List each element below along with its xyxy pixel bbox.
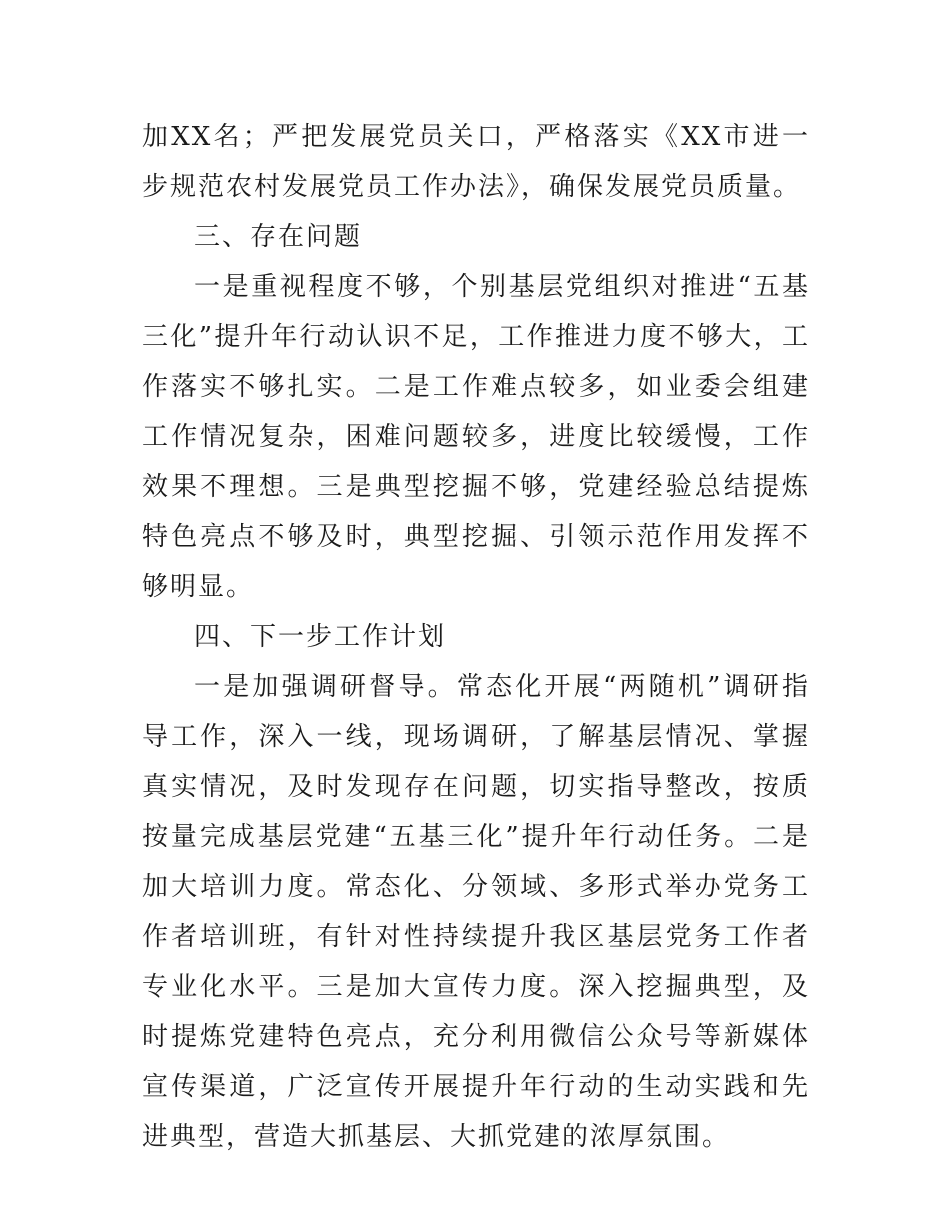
section-heading-next-steps: 四、下一步工作计划 — [194, 622, 447, 652]
next-steps-paragraph: 一是加强调研督导。常态化开展“两随机”调研指导工作，深入一线，现场调研，了解基层情况、掌握真实情况，及时发现存在问题，切实指导整改，按质按量完成基层党建“五基三化”提升年行动任务。二是加大培训力度。常态化、分领域、多形式举办党务工作者培训班，有针对性持续提升我区基层党务工作者专业化水平。三是加大宣传力度。深入挖掘典型，及时提炼党建特色亮点，充分利用微信公众号等新媒体宣传渠道，广泛宣传开展提升年行动的生动实践和先进典型，营造大抓基层、大抓党建的浓厚氛围。 — [142, 672, 810, 1152]
continuation-paragraph: 加XX名；严把发展党员关口，严格落实《XX市进一步规范农村发展党员工作办法》，确保发展党员质量。 — [142, 122, 810, 202]
document-body — [142, 112, 810, 1162]
problems-paragraph: 一是重视程度不够，个别基层党组织对推进“五基三化”提升年行动认识不足，工作推进力度不够大，工作落实不够扎实。二是工作难点较多，如业委会组建工作情况复杂，困难问题较多，进度比较缓慢，工作效果不理想。三是典型挖掘不够，党建经验总结提炼特色亮点不够及时，典型挖掘、引领示范作用发挥不够明显。 — [142, 272, 810, 602]
section-heading-problems: 三、存在问题 — [194, 222, 363, 252]
